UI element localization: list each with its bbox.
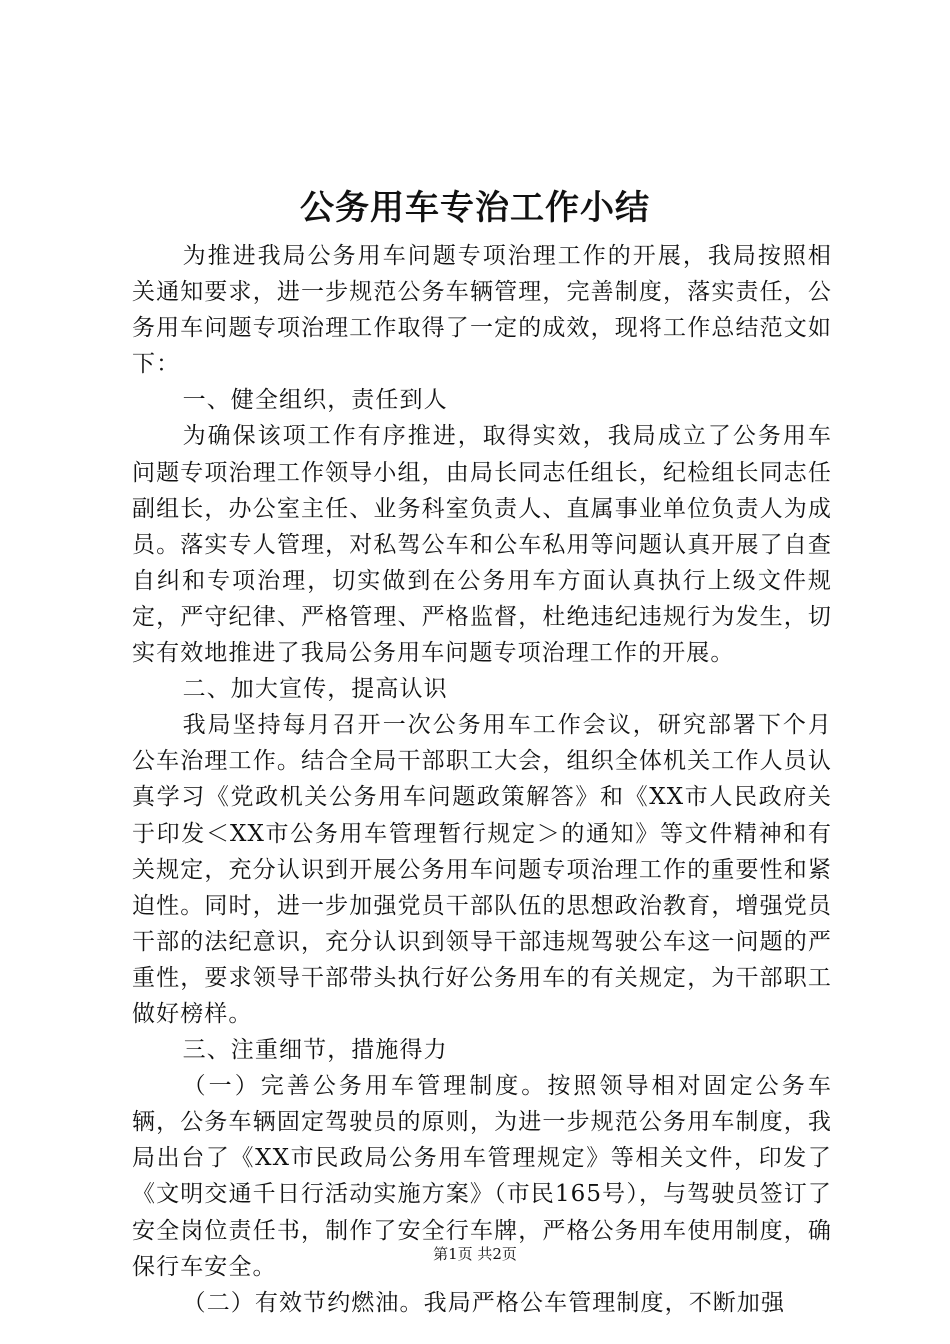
page-footer: 第1页 共2页: [433, 1245, 517, 1263]
section-2-paragraph: 我局坚持每月召开一次公务用车工作会议，研究部署下个月公车治理工作。结合全局干部职工大会，组织全体机关工作人员认真学习《党政机关公务用车问题政策解答》和《XX市人民政府关于印发＜XX市公务用车管理暂行规定＞的通知》等文件精神和有关规定，充分认识到开展公务用车问题专项治理工作的重要性和紧迫性。同时，进一步加强党员干部队伍的思想政治教育，增强党员干部的法纪意识，充分认识到领导干部违规驾驶公车这一问题的严重性，要求领导干部带头执行好公务用车的有关规定，为干部职工做好榜样。: [132, 712, 832, 1027]
intro-paragraph: 为推进我局公务用车问题专项治理工作的开展，我局按照相关通知要求，进一步规范公务车辆管理，完善制度，落实责任，公务用车问题专项治理工作取得了一定的成效，现将工作总结范文如下：: [132, 243, 832, 378]
document-body: [132, 238, 832, 1321]
section-heading-3: 三、注重细节，措施得力: [182, 1037, 448, 1064]
section-3-item-1-paragraph: （一）完善公务用车管理制度。按照领导相对固定公务车辆，公务车辆固定驾驶员的原则，为进一步规范公务用车制度，我局出台了《XX市民政局公务用车管理规定》等相关文件，印发了《文明交通千日行活动实施方案》（市民165号），与驾驶员签订了安全岗位责任书，制作了安全行车牌，严格公务用车使用制度，确保行车安全。: [132, 1073, 832, 1280]
section-heading-1: 一、健全组织，责任到人: [182, 387, 448, 414]
section-3-item-2-paragraph: （二）有效节约燃油。我局严格公车管理制度，不断加强: [182, 1289, 786, 1316]
section-heading-2: 二、加大宣传，提高认识: [182, 676, 448, 703]
section-1-paragraph: 为确保该项工作有序推进，取得实效，我局成立了公务用车问题专项治理工作领导小组，由局长同志任组长，纪检组长同志任副组长，办公室主任、业务科室负责人、直属事业单位负责人为成员。落实专人管理，对私驾公车和公车私用等问题认真开展了自查自纠和专项治理，切实做到在公务用车方面认真执行上级文件规定，严守纪律、严格管理、严格监督，杜绝违纪违规行为发生，切实有效地推进了我局公务用车问题专项治理工作的开展。: [132, 423, 832, 667]
document-title: 公务用车专治工作小结: [300, 188, 650, 228]
